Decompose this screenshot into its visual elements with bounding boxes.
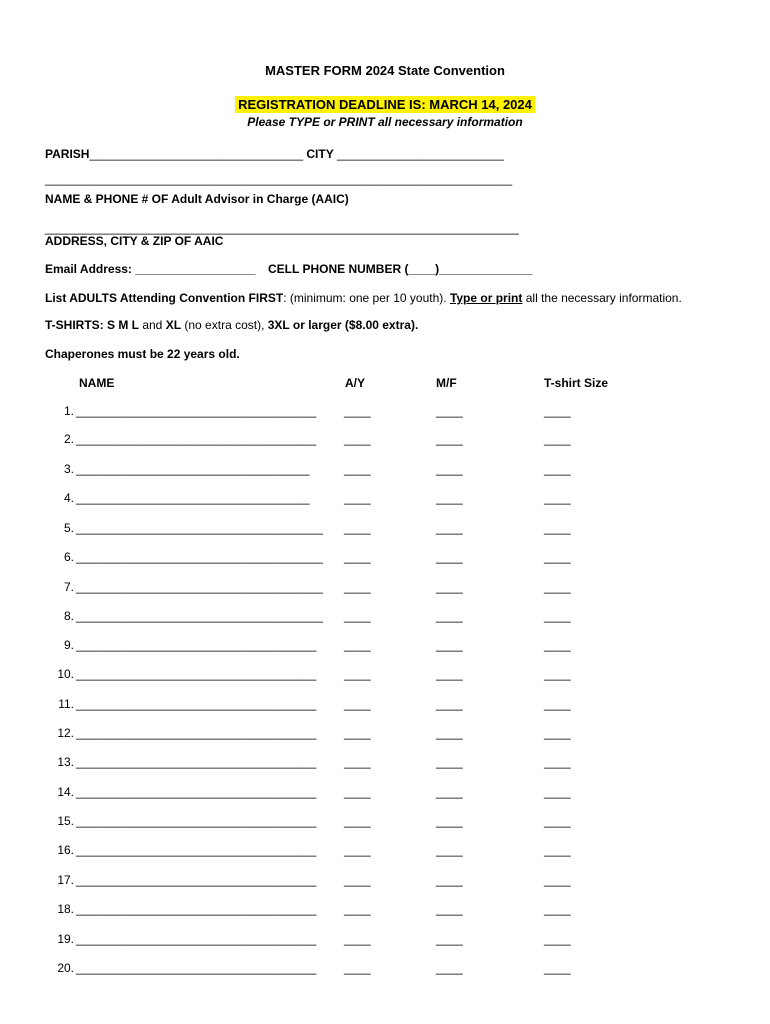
tshirts-mid: (no extra cost), (181, 318, 268, 332)
city-field[interactable]: _________________________ (337, 147, 504, 161)
ay-field[interactable]: ____ (344, 755, 371, 769)
ay-field[interactable]: ____ (344, 462, 371, 476)
table-row (0, 755, 770, 769)
extra-line-field[interactable]: ______________________________________________________________________ (45, 172, 513, 186)
name-field[interactable]: ____________________________________ (76, 638, 317, 652)
name-field[interactable]: ___________________________________ (76, 491, 310, 505)
mf-field[interactable]: ____ (436, 726, 463, 740)
table-row (0, 697, 770, 711)
ay-field[interactable]: ____ (344, 550, 371, 564)
table-row (0, 873, 770, 887)
table-row (0, 726, 770, 740)
table-row (0, 521, 770, 535)
instructions: Please TYPE or PRINT all necessary information (247, 115, 523, 129)
row-number: 14. (57, 785, 74, 799)
mf-field[interactable]: ____ (436, 843, 463, 857)
ay-field[interactable]: ____ (344, 404, 371, 418)
tshirts-and: and (139, 318, 166, 332)
table-row (0, 404, 770, 418)
mf-field[interactable]: ____ (436, 550, 463, 564)
tshirt-size-field[interactable]: ____ (544, 697, 571, 711)
tshirts-xl: XL (165, 318, 182, 332)
tshirt-size-field[interactable]: ____ (544, 432, 571, 446)
mf-field[interactable]: ____ (436, 491, 463, 505)
name-field[interactable]: _____________________________________ (76, 521, 323, 535)
name-field[interactable]: ____________________________________ (76, 873, 317, 887)
address-label: ADDRESS, CITY & ZIP OF AAIC (45, 234, 224, 248)
email-field[interactable]: Email Address: __________________ (45, 262, 256, 276)
list-adults-bold: List ADULTS Attending Convention FIRST (45, 291, 284, 305)
tshirt-size-field[interactable]: ____ (544, 726, 571, 740)
row-number: 3. (63, 462, 74, 476)
list-adults-note (45, 291, 682, 305)
table-row (0, 580, 770, 594)
row-number: 1. (63, 404, 74, 418)
tshirt-size-field[interactable]: ____ (544, 843, 571, 857)
mf-field[interactable]: ____ (436, 432, 463, 446)
row-number: 20. (57, 961, 74, 975)
mf-field[interactable]: ____ (436, 580, 463, 594)
mf-field[interactable]: ____ (436, 609, 463, 623)
ay-field[interactable]: ____ (344, 843, 371, 857)
name-field[interactable]: ____________________________________ (76, 667, 317, 681)
row-number: 9. (63, 638, 74, 652)
row-number: 19. (57, 932, 74, 946)
name-field[interactable]: ____________________________________ (76, 961, 317, 975)
row-number: 12. (57, 726, 74, 740)
tshirt-size-field[interactable]: ____ (544, 638, 571, 652)
table-row (0, 491, 770, 505)
table-row (0, 932, 770, 946)
tshirt-size-field[interactable]: ____ (544, 902, 571, 916)
table-row (0, 432, 770, 446)
mf-field[interactable]: ____ (436, 814, 463, 828)
deadline-text: REGISTRATION DEADLINE IS: MARCH 14, 2024 (235, 96, 535, 113)
tshirts-note (45, 318, 418, 332)
address-field[interactable]: _______________________________________________________________________ (45, 221, 519, 235)
tshirt-size-field[interactable]: ____ (544, 550, 571, 564)
name-field[interactable]: ____________________________________ (76, 902, 317, 916)
row-number: 13. (57, 755, 74, 769)
mf-field[interactable]: ____ (436, 521, 463, 535)
ay-field[interactable]: ____ (344, 609, 371, 623)
tshirt-size-field[interactable]: ____ (544, 814, 571, 828)
ay-field[interactable]: ____ (344, 785, 371, 799)
col-header-ay: A/Y (345, 376, 366, 390)
mf-field[interactable]: ____ (436, 785, 463, 799)
tshirt-size-field[interactable]: ____ (544, 491, 571, 505)
tshirt-size-field[interactable]: ____ (544, 785, 571, 799)
table-row (0, 843, 770, 857)
mf-field[interactable]: ____ (436, 462, 463, 476)
mf-field[interactable]: ____ (436, 404, 463, 418)
row-number: 2. (63, 432, 74, 446)
mf-field[interactable]: ____ (436, 902, 463, 916)
tshirts-sizes: T-SHIRTS: S M L (45, 318, 139, 332)
mf-field[interactable]: ____ (436, 755, 463, 769)
table-row (0, 961, 770, 975)
col-header-tshirt: T-shirt Size (544, 376, 609, 390)
tshirt-size-field[interactable]: ____ (544, 755, 571, 769)
tshirt-size-field[interactable]: ____ (544, 580, 571, 594)
row-number: 17. (57, 873, 74, 887)
mf-field[interactable]: ____ (436, 638, 463, 652)
mf-field[interactable]: ____ (436, 873, 463, 887)
table-row (0, 638, 770, 652)
ay-field[interactable]: ____ (344, 580, 371, 594)
tshirt-size-field[interactable]: ____ (544, 961, 571, 975)
col-header-mf: M/F (436, 376, 457, 390)
parish-label: PARISH (45, 147, 90, 161)
table-row (0, 785, 770, 799)
ay-field[interactable]: ____ (344, 814, 371, 828)
name-field[interactable]: ___________________________________ (76, 462, 310, 476)
cell-phone-field[interactable]: CELL PHONE NUMBER (____)______________ (268, 262, 533, 276)
row-number: 11. (58, 697, 74, 711)
tshirt-size-field[interactable]: ____ (544, 667, 571, 681)
name-field[interactable]: ____________________________________ (76, 785, 317, 799)
table-row (0, 902, 770, 916)
ay-field[interactable]: ____ (344, 521, 371, 535)
mf-field[interactable]: ____ (436, 697, 463, 711)
row-number: 18. (57, 902, 74, 916)
mf-field[interactable]: ____ (436, 932, 463, 946)
name-field[interactable]: ____________________________________ (76, 726, 317, 740)
table-row (0, 462, 770, 476)
col-header-name: NAME (79, 376, 115, 390)
ay-field[interactable]: ____ (344, 873, 371, 887)
aaic-label: NAME & PHONE # OF Adult Advisor in Charge (AAIC) (45, 192, 349, 206)
row-number: 8. (63, 609, 74, 623)
name-field[interactable]: _____________________________________ (76, 609, 323, 623)
table-row (0, 550, 770, 564)
name-field[interactable]: ____________________________________ (76, 432, 317, 446)
mf-field[interactable]: ____ (436, 961, 463, 975)
name-field[interactable]: ____________________________________ (76, 697, 317, 711)
chaperones-note: Chaperones must be 22 years old. (45, 347, 240, 361)
tshirt-size-field[interactable]: ____ (544, 609, 571, 623)
name-field[interactable]: ____________________________________ (76, 814, 317, 828)
row-number: 6. (63, 550, 74, 564)
name-field[interactable]: _____________________________________ (76, 580, 323, 594)
ay-field[interactable]: ____ (344, 638, 371, 652)
mf-field[interactable]: ____ (436, 667, 463, 681)
parish-city-line (45, 147, 504, 161)
ay-field[interactable]: ____ (344, 961, 371, 975)
list-adults-rest: : (minimum: one per 10 youth). (283, 291, 450, 305)
registration-deadline (0, 97, 770, 112)
form-title: MASTER FORM 2024 State Convention (265, 63, 505, 78)
tshirt-size-field[interactable]: ____ (544, 404, 571, 418)
ay-field[interactable]: ____ (344, 667, 371, 681)
ay-field[interactable]: ____ (344, 491, 371, 505)
row-number: 15. (57, 814, 74, 828)
name-field[interactable]: ____________________________________ (76, 404, 317, 418)
name-field[interactable]: ____________________________________ (76, 843, 317, 857)
ay-field[interactable]: ____ (344, 726, 371, 740)
row-number: 4. (63, 491, 74, 505)
parish-field[interactable]: ________________________________ (89, 147, 304, 161)
ay-field[interactable]: ____ (344, 932, 371, 946)
row-number: 16. (57, 843, 74, 857)
name-field[interactable]: ____________________________________ (76, 755, 317, 769)
ay-field[interactable]: ____ (344, 697, 371, 711)
table-row (0, 609, 770, 623)
tshirt-size-field[interactable]: ____ (544, 873, 571, 887)
tshirts-3xl: 3XL or larger ($8.00 extra). (267, 318, 419, 332)
row-number: 10. (57, 667, 74, 681)
type-or-print: Type or print (449, 291, 523, 305)
city-label: CITY (306, 147, 334, 161)
tshirt-size-field[interactable]: ____ (544, 462, 571, 476)
name-field[interactable]: ____________________________________ (76, 932, 317, 946)
table-row (0, 667, 770, 681)
name-field[interactable]: _____________________________________ (76, 550, 323, 564)
ay-field[interactable]: ____ (344, 432, 371, 446)
tshirt-size-field[interactable]: ____ (544, 932, 571, 946)
row-number: 5. (63, 521, 74, 535)
list-adults-end: all the necessary information. (522, 291, 682, 305)
table-row (0, 814, 770, 828)
ay-field[interactable]: ____ (344, 902, 371, 916)
row-number: 7. (63, 580, 74, 594)
tshirt-size-field[interactable]: ____ (544, 521, 571, 535)
